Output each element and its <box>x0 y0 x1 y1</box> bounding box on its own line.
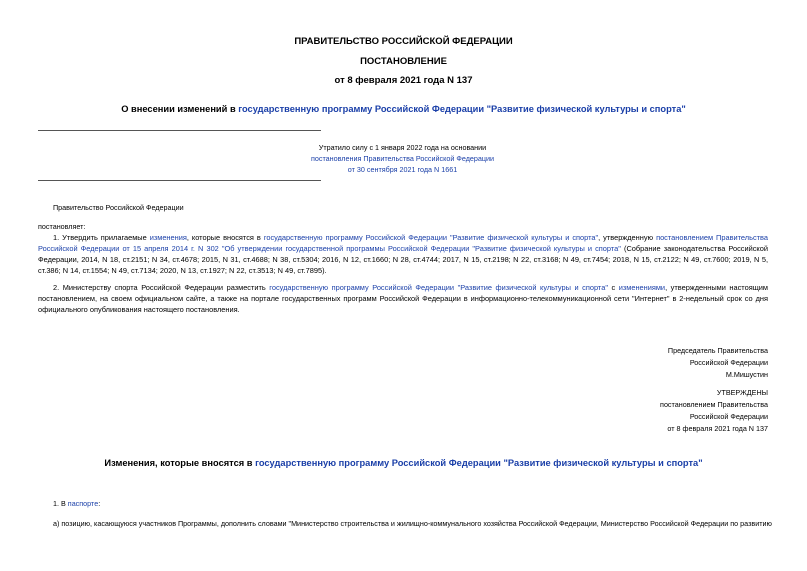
p1-text-b: , которые вносятся в <box>186 233 264 242</box>
divider-bottom <box>38 180 321 181</box>
signature-line2: Российской Федерации <box>689 358 768 367</box>
signature-line3: М.Мишустин <box>725 370 768 379</box>
p2-text-a: 2. Министерству спорта Российской Федерации разместить <box>53 283 270 292</box>
status-note <box>250 142 555 175</box>
status-note-line1: Утратило силу с 1 января 2022 года на основании <box>318 143 487 152</box>
doc-type: ПОСТАНОВЛЕНИЕ <box>360 56 447 67</box>
p1-link-program[interactable]: государственную программу Российской Федерации "Развитие физической культуры и спорта" <box>263 233 599 242</box>
p1-link-changes[interactable]: изменения <box>149 233 187 242</box>
approved-line1: УТВЕРЖДЕНЫ <box>716 388 768 397</box>
doc-title-link[interactable]: государственную программу Российской Федерации "Развитие физической культуры и спорта" <box>238 104 686 114</box>
doc-title <box>0 104 807 114</box>
approved-line4: от 8 февраля 2021 года N 137 <box>667 424 768 433</box>
item1-prefix: 1. В <box>53 499 68 508</box>
doc-title-prefix: О внесении изменений в <box>121 104 239 114</box>
p1-link-resolution[interactable]: постановлением Правительства Российской Федерации от 15 апреля 2014 г. N 302 "Об утверждении государственной программы Российской Федерации "Развитие физической культуры и спорта" <box>38 233 768 253</box>
p2-text-c: , утвержденными настоящим постановлением, на своем официальном сайте, а также на портале государственных программ Российской Федерации в информационно-телекоммуникационной сети "Интернет" в 2-недельный срок со дня официального опубликования настоящего постановления. <box>38 283 768 314</box>
doc-date-number: от 8 февраля 2021 года N 137 <box>334 75 473 86</box>
item1-suffix: : <box>98 499 101 508</box>
status-note-link[interactable] <box>250 153 555 164</box>
status-note-link-2[interactable] <box>250 164 555 175</box>
approved-line2: постановлением Правительства <box>660 400 768 409</box>
changes-title-link[interactable]: государственную программу Российской Федерации "Развитие физической культуры и спорта" <box>255 458 703 468</box>
divider-top <box>38 130 321 131</box>
p1-text-d: (Собрание законодательства Российской Федерации, 2014, N 18, ст.2151; N 34, ст.4678; 2015, N 31, ст.4688; N 38, ст.5304; 2016, N 12, ст.1660; N 28, ст.4744; 2017, N 15, ст.2198; N 22, ст.3168; N 49, ст.7454; 2018, N 15, ст.2122; N 49, ст.7600; 2019, N 5, ст.386; N 14, ст.1554; N 49, ст.7134; 2020, N 13, ст.1927; N 22, ст.3513; N 49, ст.7895). <box>38 244 768 275</box>
paragraph-2 <box>38 282 768 315</box>
approved-block <box>508 387 768 435</box>
item-1 <box>53 498 100 509</box>
p2-link-program[interactable]: государственную программу Российской Федерации "Развитие физической культуры и спорта" <box>269 283 608 292</box>
paragraph-1 <box>38 232 768 276</box>
changes-title <box>0 458 807 468</box>
approved-line3: Российской Федерации <box>689 412 768 421</box>
p2-link-changes[interactable]: изменениями <box>618 283 666 292</box>
item-1a: а) позицию, касающуюся участников Программы, дополнить словами "Министерство строительства и жилищно-коммунального хозяйства Российской Федерации, Министерство Российской Федерации по развитию <box>53 519 772 528</box>
preamble-gov: Правительство Российской Федерации <box>53 203 184 212</box>
signature-line1: Председатель Правительства <box>667 346 768 355</box>
signature-block <box>508 345 768 381</box>
doc-government: ПРАВИТЕЛЬСТВО РОССИЙСКОЙ ФЕДЕРАЦИИ <box>294 36 513 47</box>
preamble-resolves: постановляет: <box>38 222 86 231</box>
status-note-line2[interactable]: постановления Правительства Российской Федерации <box>310 154 495 163</box>
p2-text-b: с <box>607 283 619 292</box>
p1-text-c: , утвержденную <box>598 233 657 242</box>
status-note-line3[interactable]: от 30 сентября 2021 года N 1661 <box>347 165 458 174</box>
p1-text-a: 1. Утвердить прилагаемые <box>53 233 150 242</box>
changes-title-prefix: Изменения, которые вносятся в <box>104 458 256 468</box>
item1-link-passport[interactable]: паспорте <box>67 499 99 508</box>
